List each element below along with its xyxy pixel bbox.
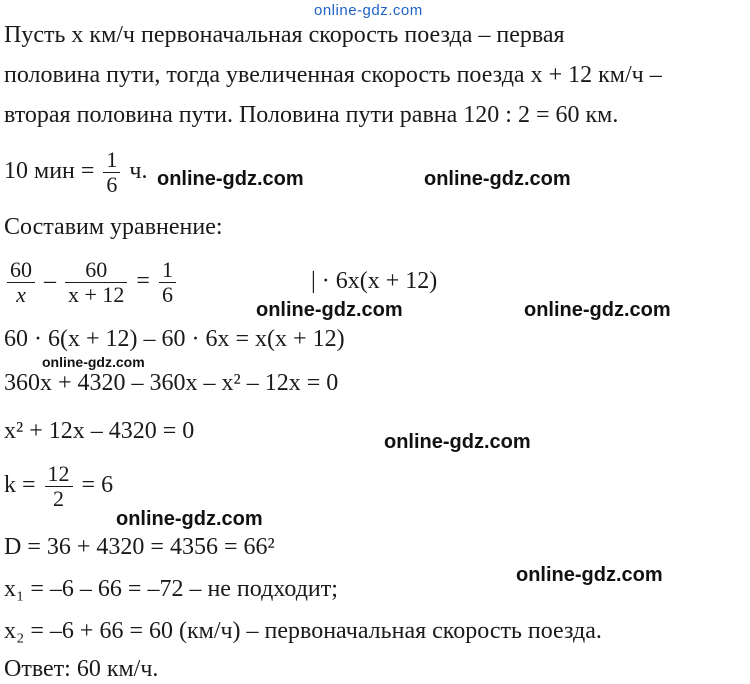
root-x2-line: x₂ = –6 + 66 = 60 (км/ч) – первоначальная скорость поезда. xyxy=(4,618,602,644)
fraction-denominator: x + 12 xyxy=(68,282,125,307)
k-result: = 6 xyxy=(81,472,114,499)
equation-line-7: 60 · 6(x + 12) – 60 · 6x = x(x + 12) xyxy=(4,326,345,352)
equation-k xyxy=(4,462,113,511)
fraction-one-sixth xyxy=(103,148,120,197)
answer-line: Ответ: 60 км/ч. xyxy=(4,656,159,682)
fraction-12-over-2 xyxy=(45,462,73,511)
fraction-numerator: 60 xyxy=(7,258,35,283)
equation-line-9: x² + 12x – 4320 = 0 xyxy=(4,418,195,444)
fraction-60-over-x-plus-12 xyxy=(65,258,127,307)
fraction-denominator: x xyxy=(16,282,26,307)
watermark-6: online-gdz.com xyxy=(384,431,531,453)
fraction-denominator: 2 xyxy=(53,486,65,511)
minus-sign: – xyxy=(44,268,56,295)
text-line-5: Составим уравнение: xyxy=(4,214,223,240)
fraction-60-over-x xyxy=(7,258,35,307)
equation-line-8: 360x + 4320 – 360x – x² – 12x = 0 xyxy=(4,370,339,396)
fraction-numerator: 1 xyxy=(103,148,120,173)
watermark-8: online-gdz.com xyxy=(516,564,663,586)
root-x1-line: x₁ = –6 – 66 = –72 – не подходит; xyxy=(4,576,338,602)
fraction-numerator: 60 xyxy=(65,258,127,283)
watermark-5: online-gdz.com xyxy=(42,354,145,370)
fraction-one-sixth-rhs xyxy=(159,258,176,307)
time-conversion xyxy=(4,148,148,197)
multiplier-note: | · 6x(x + 12) xyxy=(310,268,438,295)
time-unit: ч. xyxy=(129,158,148,185)
k-label: k = xyxy=(4,472,36,499)
time-label: 10 мин = xyxy=(4,158,95,185)
fraction-numerator: 1 xyxy=(159,258,176,283)
text-line-1: Пусть x км/ч первоначальная скорость поезда – первая xyxy=(4,22,565,48)
discriminant-line: D = 36 + 4320 = 4356 = 66² xyxy=(4,534,275,560)
watermark-3: online-gdz.com xyxy=(256,299,403,321)
watermark-2: online-gdz.com xyxy=(424,168,571,190)
text-line-2: половина пути, тогда увеличенная скорость поезда x + 12 км/ч – xyxy=(4,62,662,88)
text-line-3: вторая половина пути. Половина пути равна 120 : 2 = 60 км. xyxy=(4,102,619,128)
watermark-top: online-gdz.com xyxy=(314,2,423,19)
watermark-4: online-gdz.com xyxy=(524,299,671,321)
watermark-1: online-gdz.com xyxy=(157,168,304,190)
watermark-7: online-gdz.com xyxy=(116,508,263,530)
equals-sign: = xyxy=(136,268,150,295)
fraction-denominator: 6 xyxy=(106,172,118,197)
fraction-denominator: 6 xyxy=(161,282,173,307)
fraction-numerator: 12 xyxy=(45,462,73,487)
